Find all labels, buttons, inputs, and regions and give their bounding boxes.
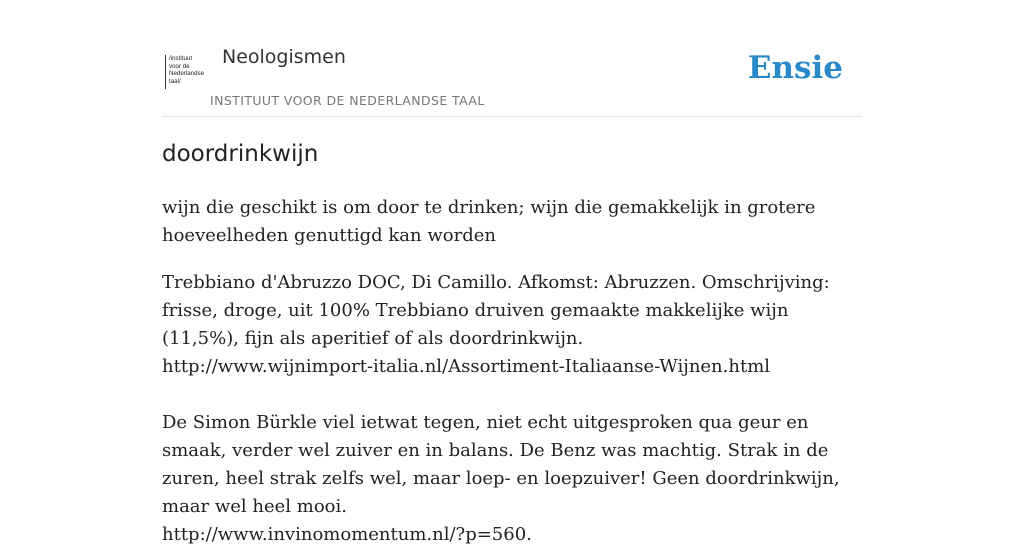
entry-examples <box>162 269 862 549</box>
entry-definition: wijn die geschikt is om door te drinken; wijn die gemakkelijk in grotere hoeveelheden genuttigd kan worden <box>162 197 816 246</box>
institute-name: INSTITUUT VOOR DE NEDERLANDSE TAAL <box>210 93 485 108</box>
ivdnt-logo[interactable] <box>165 55 207 89</box>
logo-line: voor de <box>169 62 190 70</box>
logo-line: Nederlandse <box>169 70 205 78</box>
site-header <box>162 40 862 117</box>
example-source-url: http://www.wijnimport-italia.nl/Assortiment-Italiaanse-Wijnen.html <box>162 356 771 377</box>
example-text: Trebbiano d'Abruzzo DOC, Di Camillo. Afkomst: Abruzzen. Omschrijving: frisse, droge, uit 100% Trebbiano druiven gemaakte makkelijke wijn (11,5%), fijn als aperitief of als doordrinkwijn. <box>162 272 830 349</box>
ensie-brand-link[interactable]: Ensie <box>747 50 843 86</box>
site-name-link[interactable]: Neologismen <box>222 46 346 68</box>
example-text: De Simon Bürkle viel ietwat tegen, niet echt uitgesproken qua geur en smaak, verder wel zuiver en in balans. De Benz was machtig. Strak in de zuren, heel strak zelfs wel, maar loep- en loepzuiver! Geen doordrinkwijn, maar wel heel mooi. <box>162 412 840 517</box>
logo-line: /instituut <box>169 55 193 62</box>
logo-line: taal/ <box>169 77 181 85</box>
entry-content <box>162 138 862 549</box>
example-spacer <box>162 381 862 409</box>
entry-term: doordrinkwijn <box>162 141 319 167</box>
example-source-url: http://www.invinomomentum.nl/?p=560. <box>162 524 532 545</box>
